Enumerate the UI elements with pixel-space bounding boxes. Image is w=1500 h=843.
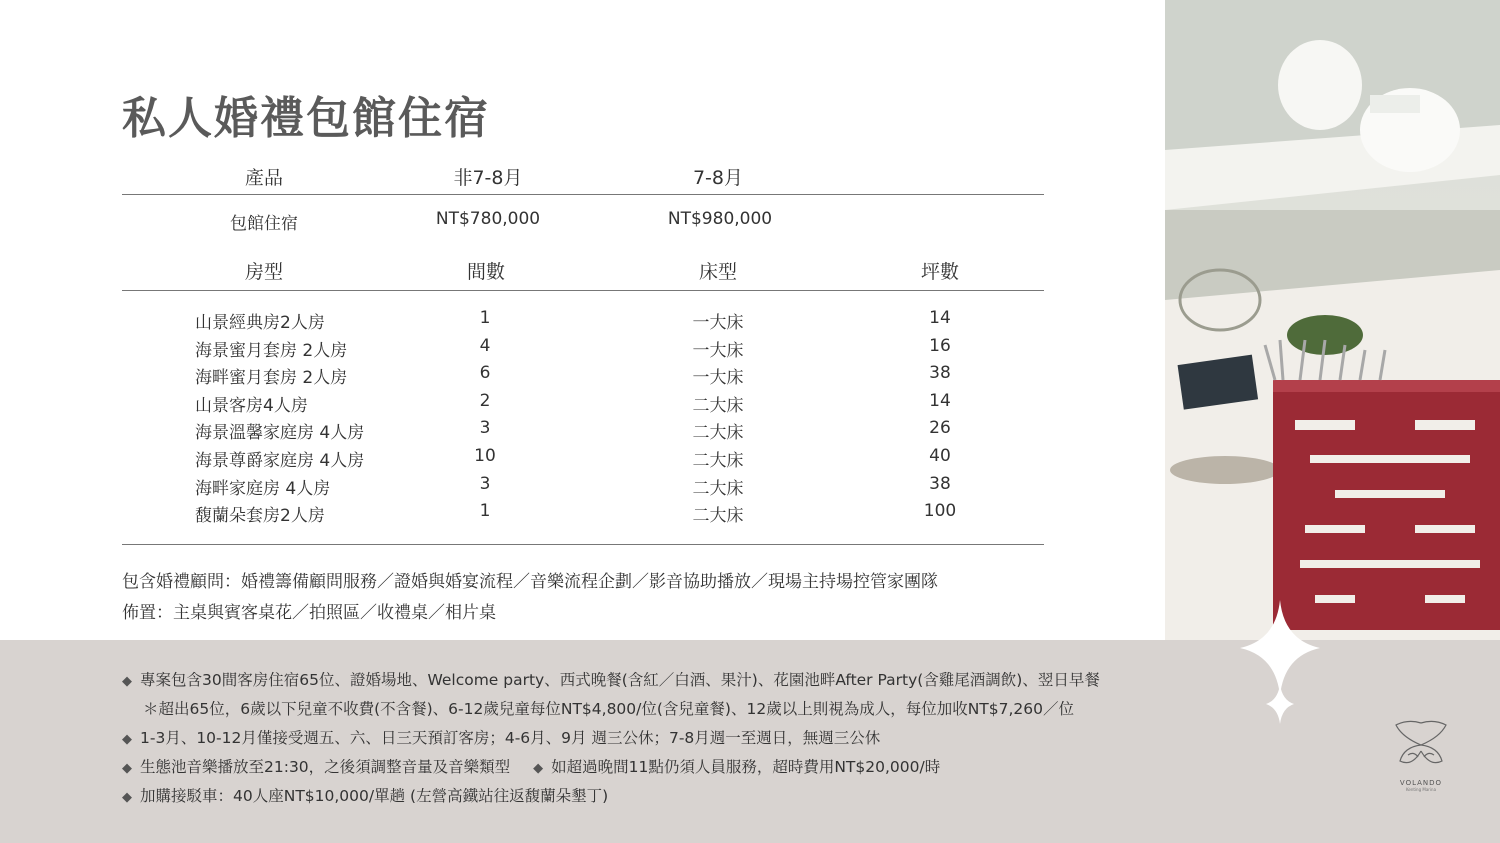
col-header-product: 產品 bbox=[244, 167, 283, 189]
table-bottom-divider bbox=[122, 544, 1044, 545]
note-schedule-text: 1-3月、10-12月僅接受週五、六、日三天預訂客房；4-6月、9月 週三公休；7-8月週一至週日，無週三公休 bbox=[140, 729, 881, 747]
note-extra-guests: ＊超出65位，6歲以下兒童不收費(不含餐)、6-12歲兒童每位NT$4,800/位(含兒童餐)、12歲以上則視為成人，每位加收NT$7,260／位 bbox=[143, 700, 1074, 718]
room-count: 1 bbox=[479, 501, 491, 522]
bed-type: 二大床 bbox=[692, 395, 744, 416]
bed-type: 二大床 bbox=[692, 506, 744, 527]
room-size: 100 bbox=[923, 501, 957, 522]
header-divider bbox=[122, 194, 1044, 195]
room-type: 山景經典房2人房 bbox=[195, 313, 325, 333]
page-title: 私人婚禮包館住宿 bbox=[122, 93, 490, 144]
col-header-bed-type: 床型 bbox=[698, 261, 737, 283]
room-size: 40 bbox=[929, 446, 951, 466]
note-music bbox=[122, 755, 940, 777]
includes-decor: 佈置：主桌與賓客桌花／拍照區／收禮桌／相片桌 bbox=[122, 603, 496, 623]
room-type: 海畔家庭房 4人房 bbox=[195, 478, 331, 499]
room-count: 6 bbox=[479, 363, 491, 384]
room-type: 山景客房4人房 bbox=[195, 395, 308, 416]
pricing-off-season: NT$780,000 bbox=[435, 209, 541, 229]
room-type: 海景蜜月套房 2人房 bbox=[195, 340, 348, 361]
room-type: 海畔蜜月套房 2人房 bbox=[195, 368, 348, 389]
note-shuttle bbox=[122, 784, 608, 806]
room-size: 16 bbox=[929, 335, 951, 356]
room-type: 海景溫馨家庭房 4人房 bbox=[195, 423, 365, 444]
room-size: 26 bbox=[929, 418, 951, 439]
room-size: 14 bbox=[929, 308, 951, 328]
col-header-room-type: 房型 bbox=[244, 261, 283, 283]
room-count: 3 bbox=[479, 473, 491, 494]
diamond-bullet-icon: ◆ bbox=[122, 761, 132, 776]
note-package bbox=[122, 668, 1100, 690]
room-count: 10 bbox=[474, 446, 496, 466]
room-count: 2 bbox=[479, 390, 491, 411]
room-type: 海景尊爵家庭房 4人房 bbox=[195, 451, 365, 471]
butterfly-logo-icon bbox=[1388, 715, 1454, 775]
diamond-bullet-icon: ◆ bbox=[122, 732, 132, 747]
wedding-photo bbox=[1165, 0, 1500, 640]
bed-type: 二大床 bbox=[692, 451, 744, 471]
room-type: 馥蘭朵套房2人房 bbox=[195, 506, 325, 527]
note-music-text: 生態池音樂播放至21:30，之後須調整音量及音樂類型 bbox=[140, 758, 511, 776]
bed-type: 一大床 bbox=[692, 340, 744, 361]
bed-type: 一大床 bbox=[692, 313, 744, 333]
diamond-bullet-icon: ◆ bbox=[533, 761, 544, 776]
brand-logo bbox=[1388, 715, 1454, 792]
note-overtime-text: 如超過晚間11點仍須人員服務，超時費用NT$20,000/時 bbox=[551, 758, 941, 776]
brand-name: VOLANDO bbox=[1399, 779, 1443, 787]
note-package-text: 專案包含30間客房住宿65位、證婚場地、Welcome party、西式晚餐(含紅／白酒、果汁)、花園池畔After Party(含雞尾酒調飲)、翌日早餐 bbox=[140, 671, 1100, 689]
col-header-off-season: 非7-8月 bbox=[453, 167, 523, 189]
room-count: 4 bbox=[479, 335, 491, 356]
diamond-bullet-icon: ◆ bbox=[122, 790, 132, 805]
diamond-bullet-icon: ◆ bbox=[122, 674, 132, 689]
room-size: 38 bbox=[929, 473, 951, 494]
includes-consultant: 包含婚禮顧問：婚禮籌備顧問服務／證婚與婚宴流程／音樂流程企劃／影音協助播放／現場主持場控管家團隊 bbox=[122, 572, 938, 592]
col-header-peak-season: 7-8月 bbox=[692, 167, 744, 189]
sparkle-icon bbox=[1240, 600, 1320, 730]
rooms-header-divider bbox=[122, 290, 1044, 291]
col-header-room-count: 間數 bbox=[466, 261, 505, 283]
col-header-size: 坪數 bbox=[920, 261, 959, 283]
bed-type: 一大床 bbox=[692, 368, 744, 389]
pricing-product: 包館住宿 bbox=[230, 214, 298, 234]
bed-type: 二大床 bbox=[692, 423, 744, 444]
note-schedule bbox=[122, 726, 880, 748]
room-size: 38 bbox=[929, 363, 951, 384]
note-shuttle-text: 加購接駁車：40人座NT$10,000/單趟 (左營高鐵站往返馥蘭朵墾丁) bbox=[140, 787, 609, 805]
bed-type: 二大床 bbox=[692, 478, 744, 499]
brand-subtitle: Kenting Marina bbox=[1405, 787, 1437, 792]
room-count: 1 bbox=[479, 308, 491, 328]
room-count: 3 bbox=[479, 418, 491, 439]
room-size: 14 bbox=[929, 390, 951, 411]
pricing-peak-season: NT$980,000 bbox=[667, 209, 773, 229]
